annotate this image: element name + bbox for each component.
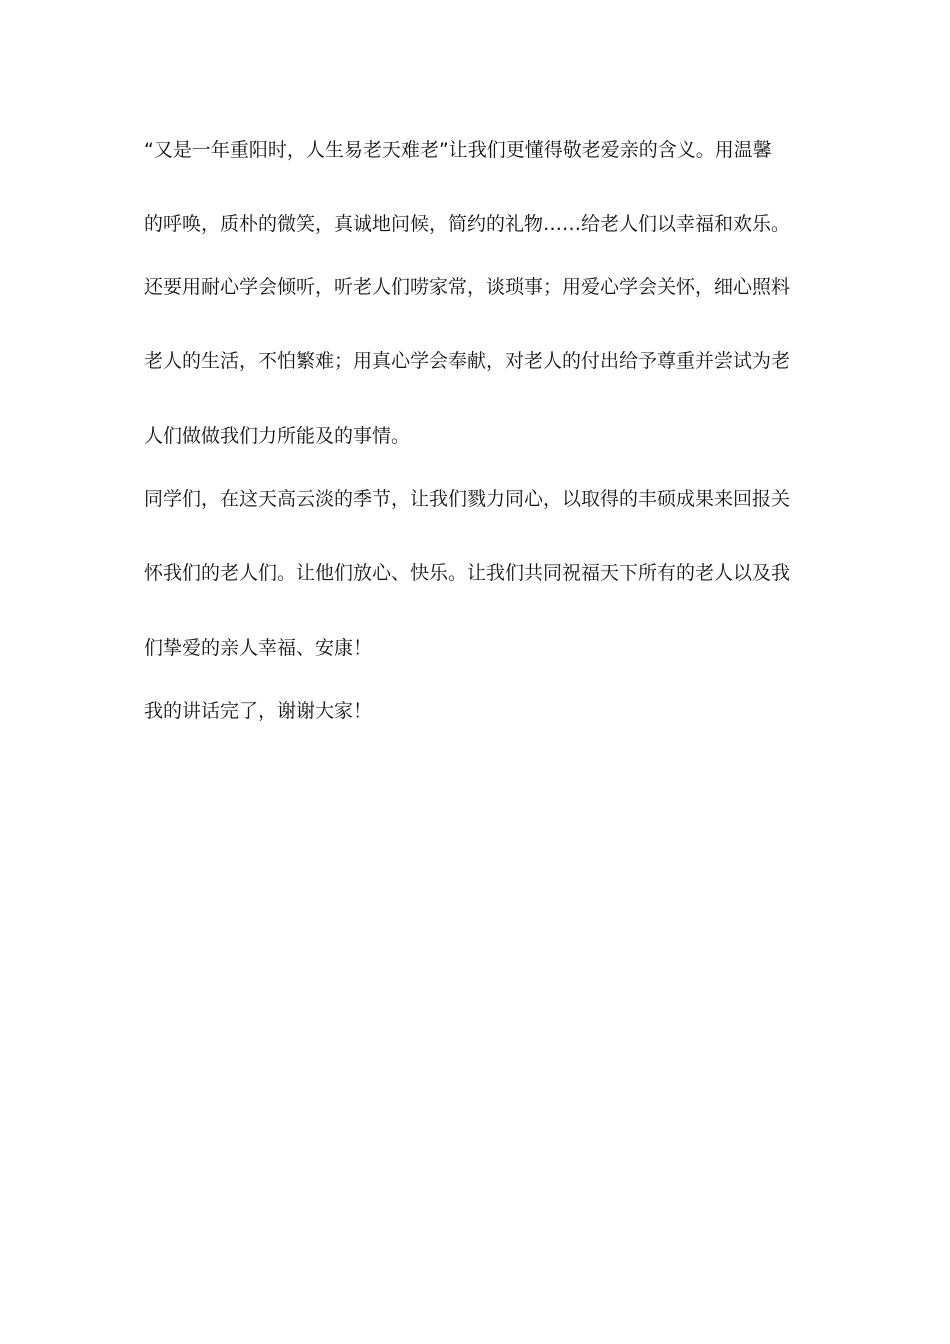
paragraph-3-line-3: 们挚爱的亲人幸福、安康！ (144, 637, 373, 659)
paragraph-2-line-3: 人们做做我们力所能及的事情。 (144, 425, 411, 447)
paragraph-2-line-1: 还要用耐心学会倾听，听老人们唠家常，谈琐事；用爱心学会关怀，细心照料 (144, 276, 791, 298)
paragraph-2-line-2: 老人的生活，不怕繁难；用真心学会奉献，对老人的付出给予尊重并尝试为老 (144, 350, 791, 372)
paragraph-4-line-1: 我的讲话完了，谢谢大家！ (144, 700, 373, 722)
paragraph-3-line-2: 怀我们的老人们。让他们放心、快乐。让我们共同祝福天下所有的老人以及我 (144, 562, 791, 584)
paragraph-1-line-1: “又是一年重阳时，人生易老天难老”让我们更懂得敬老爱亲的含义。用温馨 (144, 139, 772, 161)
paragraph-1-line-2: 的呼唤，质朴的微笑，真诚地问候，简约的礼物……给老人们以幸福和欢乐。 (144, 213, 791, 235)
paragraph-3-line-1: 同学们，在这天高云淡的季节，让我们戮力同心，以取得的丰硕成果来回报关 (144, 488, 791, 510)
